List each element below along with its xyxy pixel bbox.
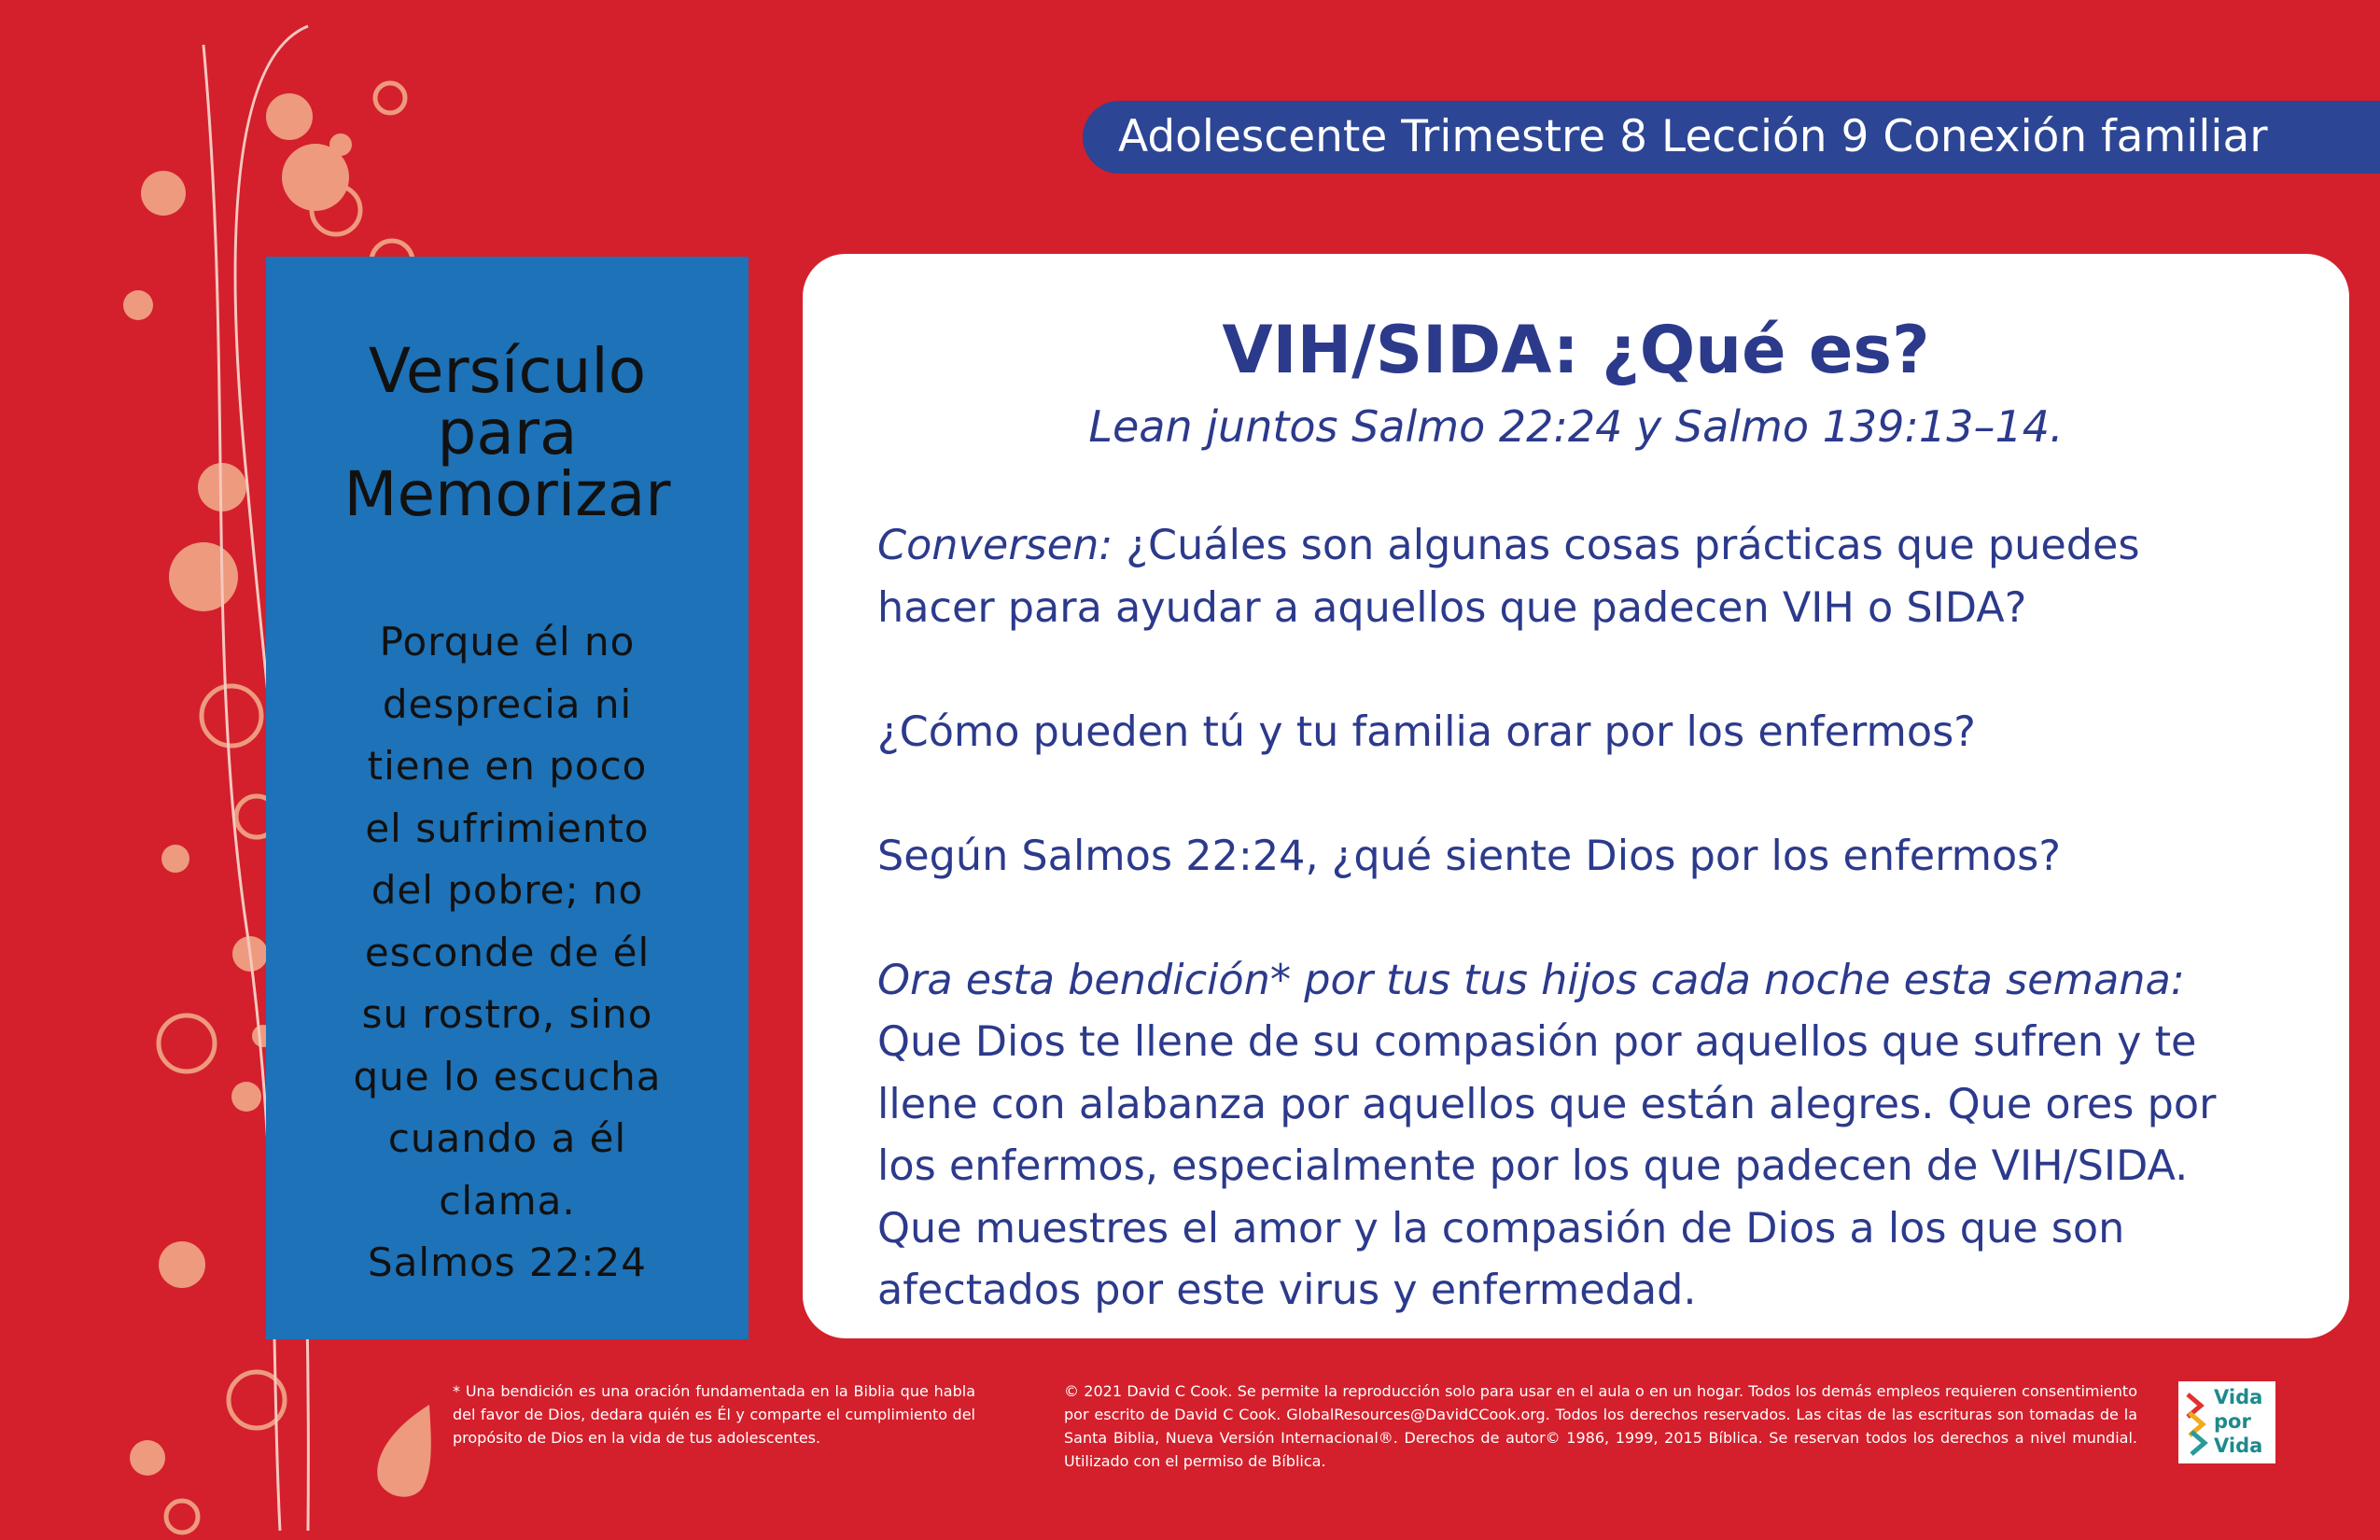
blessing-line: afectados por este virus y enfermedad. [877,1267,1697,1314]
verse-line: esconde de él [364,929,651,975]
question-prayer: ¿Cómo pueden tú y tu familia orar por los enfermos? [877,707,1976,756]
card-subtitle: Lean juntos Salmo 22:24 y Salmo 139:13–14. [1088,401,2064,452]
copyright-notice: © 2021 David C Cook. Se permite la reproducción solo para usar en el aula o en un hogar. Todos los demás empleos requieren consentimiento por escrito de David C Cook. GlobalResources@DavidCCook.org. Todos los derechos reservados. Las citas de las escrituras son tomadas de la Santa Biblia, Nueva Versión Internacional®. Derechos de autor© 1986, 1999, 2015 Bíblica. Se reservan todos los derechos a nivel mundial. Utilizado con el permiso de Bíblica. [1064,1382,2137,1470]
verse-line: cuando a él [387,1115,627,1161]
memory-verse-panel [266,257,749,1339]
footnote: * Una bendición es una oración fundamentada en la Biblia que habla del favor de Dios, dedara quién es Él y comparte el cumplimiento del propósito de Dios en la vida de tus adolescentes. [453,1382,975,1447]
heading-line: para [437,397,578,469]
verse-line: que lo escucha [353,1053,662,1099]
verse-line: del pobre; no [371,867,644,913]
heading-line: Versículo [368,335,647,407]
blessing-line: llene con alabanza por aquellos que están alegres. Que ores por [877,1080,2217,1128]
discussion-text: ¿Cuáles son algunas cosas prácticas que puedes [1113,522,2140,569]
content-card [803,254,2349,1338]
question-feeling: Según Salmos 22:24, ¿qué siente Dios por los enfermos? [877,832,2061,880]
blessing-intro-text: Ora esta bendición* por tus tus hijos cada noche esta semana: [877,956,2185,1004]
vida-por-vida-logo [2178,1381,2275,1463]
discussion-line: hacer para ayudar a aquellos que padecen VIH o SIDA? [877,583,2027,632]
verse-line: tiene en poco [367,743,648,789]
blessing-line: los enfermos, especialmente por los que padecen de VIH/SIDA. [877,1142,2189,1190]
logo-mark-icon [2184,1389,2212,1456]
verse-line: clama. [439,1177,576,1224]
verse-line: el sufrimiento [365,805,650,851]
logo-word: Vida [2214,1386,2263,1408]
verse-line: Porque él no [379,619,636,665]
card-body [877,515,2315,1323]
lesson-title: Adolescente Trimestre 8 Lección 9 Conexión familiar [1118,111,2268,162]
memory-verse-text [266,611,749,1295]
logo-word: Vida [2214,1435,2263,1457]
verse-reference: Salmos 22:24 [368,1239,647,1285]
verse-line: desprecia ni [382,680,633,727]
logo-wordmark [2214,1385,2274,1458]
blessing-intro [877,950,2315,1013]
discussion-label: Conversen: [877,522,1113,569]
verse-line: su rostro, sino [361,991,653,1037]
heading-line: Memorizar [343,458,671,530]
blessing-line: Que Dios te llene de su compasión por aquellos que sufren y te [877,1018,2197,1066]
discussion-line [877,515,2315,578]
logo-word: por [2214,1410,2251,1433]
blessing-line: Que muestres el amor y la compasión de Dios a los que son [877,1204,2125,1253]
memory-verse-heading [266,335,749,530]
card-title: VIH/SIDA: ¿Qué es? [1222,312,1930,388]
